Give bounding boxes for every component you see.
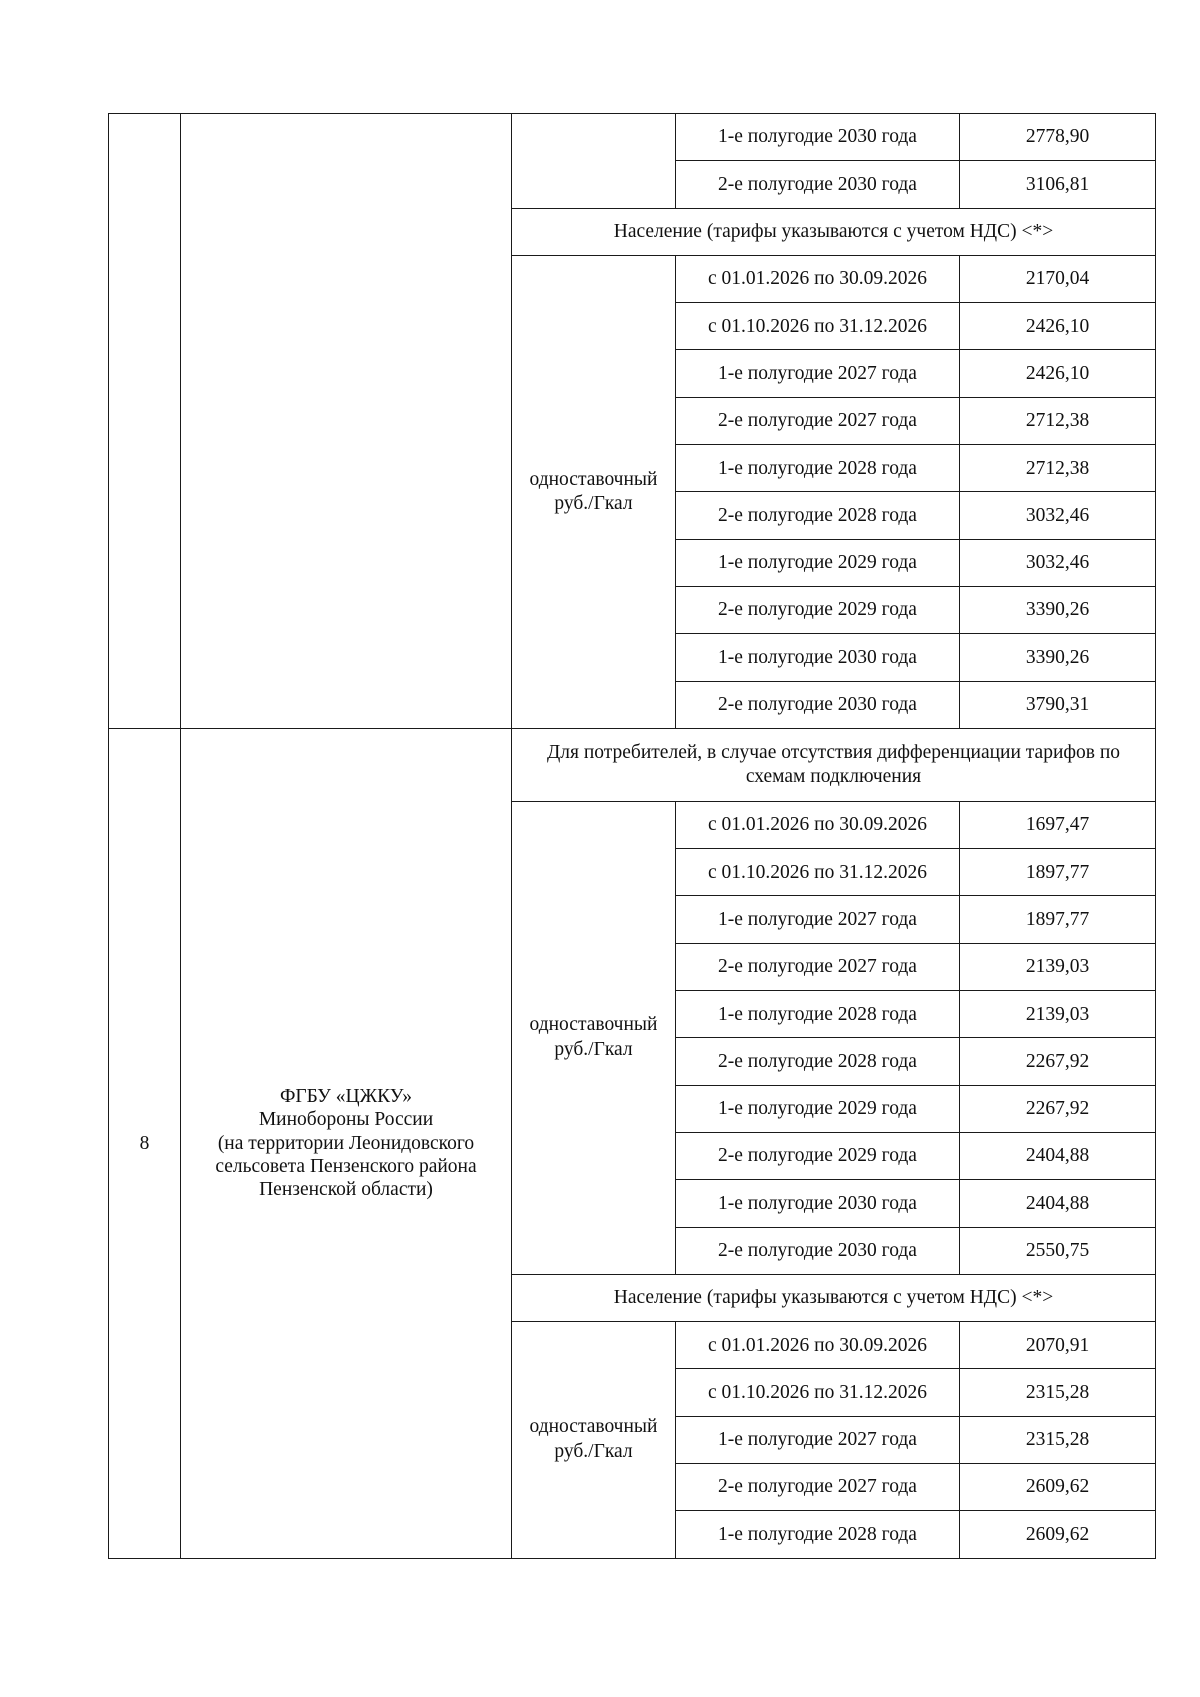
period-cell: 2-е полугодие 2027 года <box>676 943 960 990</box>
period-cell: 2-е полугодие 2027 года <box>676 397 960 444</box>
tariff-value-cell: 2070,91 <box>960 1322 1156 1369</box>
rate-unit: руб./Гкал <box>554 1440 633 1462</box>
population-header: Население (тарифы указываются с учетом НДС) <*> <box>512 208 1156 255</box>
tariff-value-cell: 2712,38 <box>960 445 1156 492</box>
tariff-value-cell: 2609,62 <box>960 1511 1156 1558</box>
tariff-value-cell: 2315,28 <box>960 1416 1156 1463</box>
tariff-value-cell: 2267,92 <box>960 1038 1156 1085</box>
period-cell: 1-е полугодие 2028 года <box>676 1511 960 1558</box>
tariff-value-cell: 1897,77 <box>960 849 1156 896</box>
rate-unit: руб./Гкал <box>554 1038 633 1060</box>
period-cell: 1-е полугодие 2029 года <box>676 1085 960 1132</box>
period-cell: 2-е полугодие 2030 года <box>676 1227 960 1274</box>
period-cell: 2-е полугодие 2028 года <box>676 1038 960 1085</box>
consumers-header: Для потребителей, в случае отсутствия дифференциации тарифов по схемам подключения <box>512 728 1156 801</box>
period-cell: 1-е полугодие 2030 года <box>676 114 960 161</box>
tariff-value-cell: 2778,90 <box>960 114 1156 161</box>
tariff-value-cell: 2404,88 <box>960 1132 1156 1179</box>
tariff-value-cell: 3390,26 <box>960 634 1156 681</box>
period-cell: с 01.10.2026 по 31.12.2026 <box>676 1369 960 1416</box>
tariff-value-cell: 3106,81 <box>960 161 1156 208</box>
rate-type-cell <box>512 1322 676 1558</box>
period-cell: 2-е полугодие 2029 года <box>676 1132 960 1179</box>
period-cell: с 01.01.2026 по 30.09.2026 <box>676 1322 960 1369</box>
period-cell: с 01.01.2026 по 30.09.2026 <box>676 801 960 848</box>
period-cell: 1-е полугодие 2028 года <box>676 991 960 1038</box>
tariff-value-cell: 2139,03 <box>960 991 1156 1038</box>
period-cell: 1-е полугодие 2028 года <box>676 445 960 492</box>
tariff-value-cell: 2404,88 <box>960 1180 1156 1227</box>
table-row <box>109 114 1156 161</box>
tariff-value-cell: 3032,46 <box>960 492 1156 539</box>
rate-type-cell <box>512 801 676 1274</box>
tariff-table <box>108 113 1156 1559</box>
org-name-line: Минобороны России <box>258 1109 434 1131</box>
org-name-line: ФГБУ «ЦЖКУ» <box>279 1085 413 1107</box>
rate-type: одноставочный <box>529 468 658 490</box>
period-cell: с 01.10.2026 по 31.12.2026 <box>676 849 960 896</box>
rate-type: одноставочный <box>529 1014 658 1036</box>
tariff-value-cell: 2139,03 <box>960 943 1156 990</box>
number-cell: 8 <box>109 728 181 1558</box>
population-header: Население (тарифы указываются с учетом НДС) <*> <box>512 1274 1156 1321</box>
org-name-line: сельсовета Пензенского района <box>215 1155 477 1177</box>
organization-cell <box>181 728 512 1558</box>
tariff-value-cell: 2170,04 <box>960 255 1156 302</box>
tariff-value-cell: 2426,10 <box>960 350 1156 397</box>
rate-type: одноставочный <box>529 1416 658 1438</box>
tariff-value-cell: 1897,77 <box>960 896 1156 943</box>
tariff-value-cell: 3032,46 <box>960 539 1156 586</box>
section-header-row <box>109 728 1156 801</box>
tariff-value-cell: 3790,31 <box>960 681 1156 728</box>
tariff-value-cell: 2609,62 <box>960 1464 1156 1511</box>
period-cell: 2-е полугодие 2027 года <box>676 1464 960 1511</box>
tariff-value-cell: 1697,47 <box>960 801 1156 848</box>
tariff-value-cell: 3390,26 <box>960 586 1156 633</box>
period-cell: с 01.01.2026 по 30.09.2026 <box>676 255 960 302</box>
org-name-line: (на территории Леонидовского <box>217 1132 475 1154</box>
period-cell: 1-е полугодие 2027 года <box>676 896 960 943</box>
period-cell: 2-е полугодие 2028 года <box>676 492 960 539</box>
period-cell: 2-е полугодие 2030 года <box>676 161 960 208</box>
tariff-value-cell: 2712,38 <box>960 397 1156 444</box>
period-cell: 1-е полугодие 2027 года <box>676 1416 960 1463</box>
period-cell: 1-е полугодие 2029 года <box>676 539 960 586</box>
rate-type-cell <box>512 255 676 728</box>
period-cell: 1-е полугодие 2030 года <box>676 1180 960 1227</box>
tariff-value-cell: 2550,75 <box>960 1227 1156 1274</box>
period-cell: 1-е полугодие 2027 года <box>676 350 960 397</box>
rate-type-cell <box>512 114 676 209</box>
period-cell: с 01.10.2026 по 31.12.2026 <box>676 303 960 350</box>
rate-unit: руб./Гкал <box>554 492 633 514</box>
tariff-value-cell: 2267,92 <box>960 1085 1156 1132</box>
number-cell <box>109 114 181 729</box>
tariff-value-cell: 2315,28 <box>960 1369 1156 1416</box>
period-cell: 2-е полугодие 2030 года <box>676 681 960 728</box>
period-cell: 1-е полугодие 2030 года <box>676 634 960 681</box>
organization-cell <box>181 114 512 729</box>
period-cell: 2-е полугодие 2029 года <box>676 586 960 633</box>
tariff-value-cell: 2426,10 <box>960 303 1156 350</box>
org-name-line: Пензенской области) <box>259 1179 433 1201</box>
